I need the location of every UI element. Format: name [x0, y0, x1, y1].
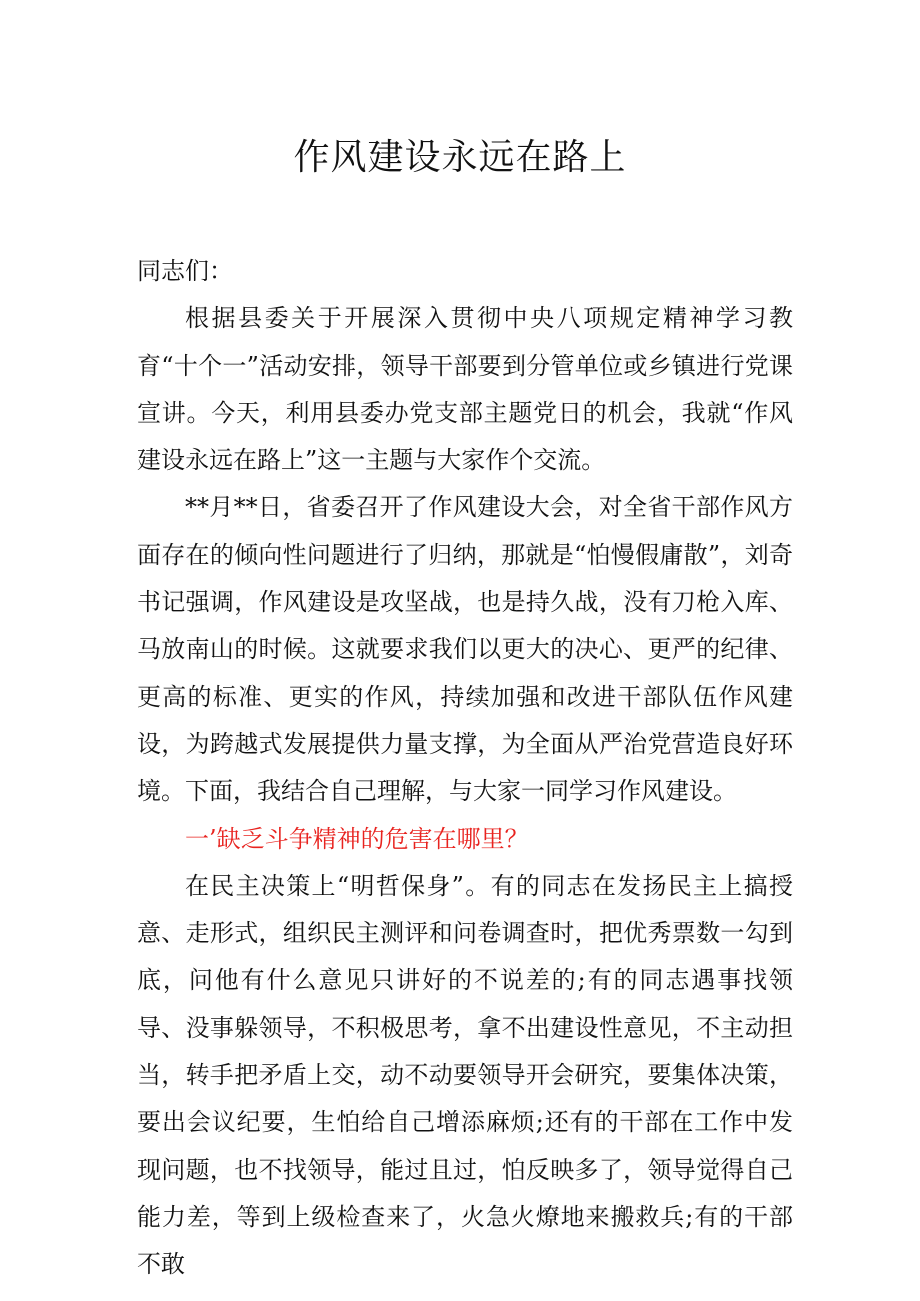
section-paragraph: 在民主决策上“明哲保身”。有的同志在发扬民主上搞授意、走形式，组织民主测评和问卷调查时，把优秀票数一勾到底，问他有什么意见只讲好的不说差的;有的同志遇事找领导、没事躲领导，不积极思考，拿不出建设性意见，不主动担当，转手把矛盾上交，动不动要领导开会研究，要集体决策，要出会议纪要，生怕给自己增添麻烦;还有的干部在工作中发现问题，也不找领导，能过且过，怕反映多了，领导觉得自己能力差，等到上级检查来了，火急火燎地来搬救兵;有的干部不敢: [137, 871, 793, 1279]
document-title: 作风建设永远在路上: [293, 137, 627, 178]
document-body: [137, 248, 793, 1289]
paragraph-intro: 根据县委关于开展深入贯彻中央八项规定精神学习教育“十个一”活动安排，领导干部要到分管单位或乡镇进行党课宣讲。今天，利用县委办党支部主题党日的机会，我就“作风建设永远在路上”这一主题与大家作个交流。: [137, 304, 793, 475]
salutation: 同志们：: [137, 257, 233, 285]
paragraph-meeting: **月**日，省委召开了作风建设大会，对全省干部作风方面存在的倾向性问题进行了归纳，那就是“怕慢假庸散”，刘奇书记强调，作风建设是攻坚战，也是持久战，没有刀枪入库、马放南山的时候。这就要求我们以更大的决心、更严的纪律、更高的标准、更实的作风，持续加强和改进干部队伍作风建设，为跨越式发展提供力量支撑，为全面从严治党营造良好环境。下面，我结合自己理解，与大家一同学习作风建设。: [137, 493, 793, 806]
section-heading: 一’缺乏斗争精神的危害在哪里？: [185, 824, 529, 853]
